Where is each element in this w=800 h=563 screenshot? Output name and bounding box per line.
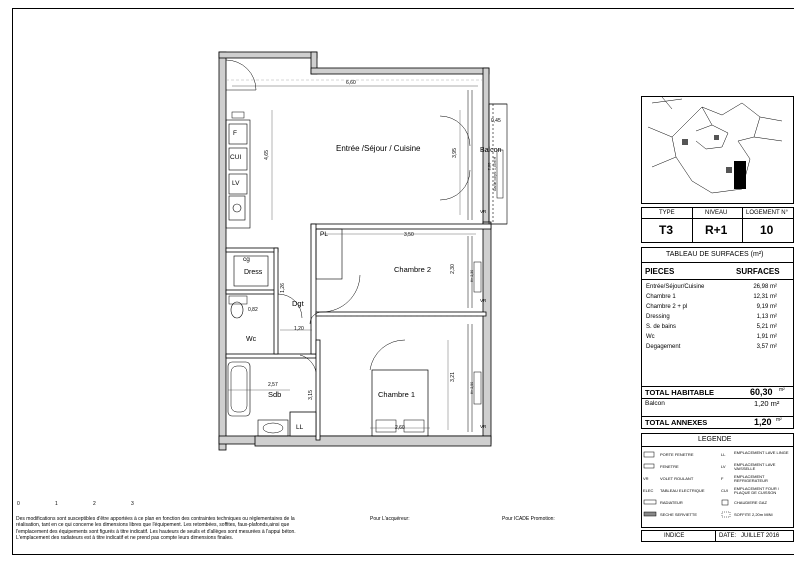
- indice-date-box: [641, 530, 794, 542]
- legend-code: F: [721, 476, 724, 481]
- surfaces-header: SURFACES: [736, 267, 780, 276]
- promotion-signature: Pour ICADE Promotion:: [502, 516, 555, 522]
- room-ll: LL: [296, 424, 304, 431]
- height-marker: H= 2,30: [470, 269, 475, 283]
- acquereur-signature: Pour L'acquéreur:: [370, 516, 410, 522]
- total-habitable-value: 60,30: [750, 387, 773, 397]
- legend-item: TABLEAU ELECTRIQUE: [660, 488, 705, 493]
- disclaimer: [16, 516, 336, 542]
- type-value: T3: [659, 223, 674, 237]
- dim-label: 4,65: [263, 150, 270, 160]
- legend-code: CUI: [721, 488, 728, 493]
- surface-row: Wc 1,91 m²: [646, 334, 777, 340]
- kitchen: [226, 120, 250, 228]
- dim-label: 3,95: [451, 148, 458, 158]
- site-plan-drawing: [642, 97, 793, 203]
- door-swings: [226, 60, 470, 372]
- dim-label: 2,80: [486, 162, 492, 171]
- disclaimer-line: Des modifications sont susceptibles d'être apportées à ce plan en fonction des contraintes techniques ou réglementaires de la: [16, 516, 295, 522]
- legend-symbols-right: [720, 449, 734, 527]
- pieces-header: PIECES: [645, 267, 675, 276]
- type-label: TYPE: [659, 210, 675, 216]
- height-marker: H= 2,50: [470, 381, 475, 395]
- legend-code: VR: [643, 476, 649, 481]
- disclaimer-line: réalisation, tant en ce qui concerne les dimensions libres que l'équipement. Les retombées, soffites, faux-plafonds,ainsi que: [16, 522, 290, 529]
- surfaces-title: TABLEAU DE SURFACES (m²): [666, 251, 764, 258]
- legend-item: EMPLACEMENT LAVE LINGE: [734, 450, 789, 455]
- location-map: [641, 96, 794, 204]
- dim-label: 1,26: [279, 283, 286, 293]
- legend-item: FENETRE: [660, 464, 679, 469]
- logement-value: 10: [760, 223, 774, 237]
- garde-corps-marker: Garde corps: 1,00m H: [493, 156, 498, 192]
- room-cg: cg: [243, 256, 250, 263]
- dim-label: 2,57: [268, 382, 278, 388]
- dim-label: 0,45: [491, 118, 501, 124]
- room-cui: CUI: [230, 154, 242, 161]
- legend-item: SOFFITE 2,20m MINI: [734, 512, 773, 517]
- scale-label: 2: [93, 501, 96, 507]
- surface-row: S. de bains 5,21 m²: [646, 324, 777, 330]
- room-pl: PL: [320, 231, 328, 238]
- dim-label: 3,15: [307, 390, 314, 400]
- legend-box: [641, 433, 794, 528]
- surface-row: Dressing 1,13 m²: [646, 314, 777, 320]
- dim-label: 2,30: [449, 264, 456, 274]
- balcon-label: Balcon: [645, 400, 665, 407]
- legend-code: LL: [721, 452, 726, 457]
- balcon-value: 1,20 m²: [754, 399, 780, 408]
- scale-label: 3: [131, 501, 134, 507]
- legend-item: EMPLACEMENT LAVE VAISSELLE: [734, 462, 776, 472]
- surfaces-rows: [642, 282, 793, 362]
- vr-marker: VR: [480, 298, 487, 303]
- legend-symbols-left: [642, 449, 660, 527]
- surface-row: Entrée/Séjour/Cuisine 26,98 m²: [646, 284, 777, 290]
- surface-row: Chambre 1 12,31 m²: [646, 294, 777, 300]
- vr-marker: VR: [480, 424, 487, 429]
- room-dress: Dress: [244, 269, 263, 276]
- total-annexes-label: TOTAL ANNEXES: [645, 418, 708, 427]
- legend-left: [642, 449, 718, 527]
- room-lv: LV: [232, 180, 240, 187]
- niveau-value: R+1: [705, 223, 728, 237]
- surface-row: Chambre 2 + pl 9,19 m²: [646, 304, 777, 310]
- date-value: JUILLET 2016: [741, 533, 780, 539]
- scale-label: 0: [17, 501, 20, 507]
- legend-item: CHAUDIERE GAZ: [734, 500, 767, 505]
- vr-marker: VR: [480, 209, 487, 214]
- dim-label: 1,20: [294, 326, 304, 332]
- legend-item: RADIATEUR: [660, 500, 683, 505]
- room-balcon: Balcon: [480, 147, 502, 154]
- surface-row: Degagement 3,57 m²: [646, 344, 777, 350]
- interior-walls: [226, 224, 491, 440]
- disclaimer-line: L'emplacement des radiateurs est à titre indicatif et ne prend pas compte leurs dimensions finales.: [16, 535, 234, 542]
- legend-item: EMPLACEMENT REFRIGERATEUR: [734, 474, 768, 484]
- room-f: F: [233, 130, 237, 137]
- date-label: DATE:: [719, 533, 737, 539]
- room-chambre2: Chambre 2: [394, 265, 432, 274]
- legend-code: LV: [721, 464, 726, 469]
- total-habitable-label: TOTAL HABITABLE: [645, 388, 715, 397]
- room-sejour: Entrée /Séjour / Cuisine: [336, 144, 421, 153]
- dim-label: 6,60: [346, 80, 356, 86]
- room-wc: Wc: [246, 336, 257, 343]
- legend-code: ELEC: [643, 488, 654, 493]
- surfaces-table: [641, 247, 794, 429]
- dim-label: 3,50: [404, 232, 414, 238]
- legend-title: LEGENDE: [698, 436, 732, 443]
- room-dgt: Dgt: [292, 299, 304, 308]
- legend-right: [720, 449, 793, 527]
- legend-item: EMPLACEMENT FOUR / PLAQUE DE CUISSON: [734, 486, 780, 496]
- disclaimer-line: l'emplacement des équipements sont figurés à titre indicatif. Les hauteurs de seuils et d'allèges sont mesurées à l'appui béton.: [16, 528, 296, 535]
- room-chambre1: Chambre 1: [378, 390, 416, 399]
- scale-label: 1: [55, 501, 58, 507]
- niveau-label: NIVEAU: [705, 210, 728, 216]
- legend-item: VOLET ROULANT: [660, 476, 694, 481]
- logement-label: LOGEMENT N°: [746, 210, 788, 216]
- dim-label: 3,21: [449, 372, 456, 382]
- total-annexes-unit: m²: [776, 417, 782, 423]
- legend-item: PORTE FENETRE: [660, 452, 694, 457]
- dim-label: 0,82: [248, 307, 258, 313]
- total-annexes-value: 1,20: [754, 417, 772, 427]
- total-habitable-unit: m²: [779, 387, 785, 393]
- apartment-id-box: [641, 207, 794, 243]
- dim-label: 2,60: [395, 425, 405, 431]
- room-sdb: Sdb: [268, 390, 282, 399]
- sheet-frame-bottom: [12, 554, 794, 555]
- indice-label: INDICE: [664, 533, 685, 539]
- legend-item: SECHE SERVIETTE: [660, 512, 698, 517]
